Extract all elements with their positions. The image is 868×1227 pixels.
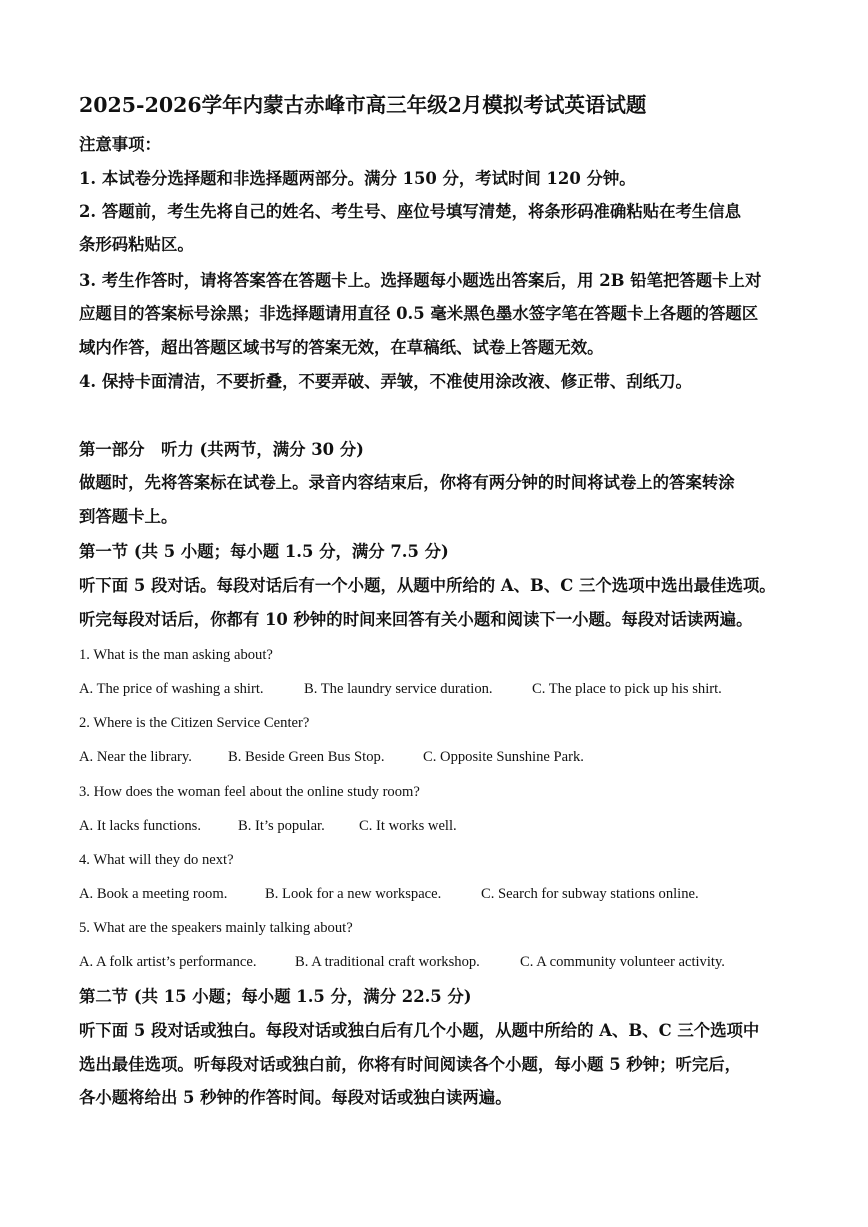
question-4: 4. What will they do next? [79,852,234,868]
question-2-option-b: B. Beside Green Bus Stop. [228,749,385,765]
part1-intro-line-2: 到答题卡上。 [79,507,178,526]
notice-item-2-line-2: 条形码粘贴区。 [79,235,194,254]
question-5-options [79,953,799,971]
notice-item-1: 1. 本试卷分选择题和非选择题两部分。满分 150 分，考试时间 120 分钟。 [79,169,636,188]
question-1: 1. What is the man asking about? [79,647,273,663]
question-3-option-a: A. It lacks functions. [79,818,201,834]
notice-item-4: 4. 保持卡面清洁，不要折叠，不要弄破、弄皱，不准使用涂改液、修正带、刮纸刀。 [79,372,692,391]
question-4-option-c: C. Search for subway stations online. [481,886,699,902]
question-2-option-c: C. Opposite Sunshine Park. [423,749,584,765]
section1-heading: 第一节 (共 5 小题；每小题 1.5 分，满分 7.5 分) [79,542,449,561]
section2-intro-line-3: 各小题将给出 5 秒钟的作答时间。每段对话或独白读两遍。 [79,1088,512,1107]
question-3: 3. How does the woman feel about the online study room? [79,784,420,800]
part1-heading: 第一部分 听力 (共两节，满分 30 分) [79,440,364,459]
question-1-option-c: C. The place to pick up his shirt. [532,681,722,697]
question-1-option-b: B. The laundry service duration. [304,681,493,697]
question-1-options [79,680,799,698]
page-title: 2025-2026学年内蒙古赤峰市高三年级2月模拟考试英语试题 [79,93,647,117]
question-4-option-b: B. Look for a new workspace. [265,886,442,902]
part1-intro-line-1: 做题时，先将答案标在试卷上。录音内容结束后，你将有两分钟的时间将试卷上的答案转涂 [79,473,735,492]
notice-item-2-line-1: 2. 答题前，考生先将自己的姓名、考生号、座位号填写清楚，将条形码准确粘贴在考生信息 [79,202,742,221]
question-5: 5. What are the speakers mainly talking about? [79,920,353,936]
question-2-options [79,748,799,766]
section2-intro-line-2: 选出最佳选项。听每段对话或独白前，你将有时间阅读各个小题，每小题 5 秒钟；听完后， [79,1055,742,1074]
question-3-options [79,817,799,835]
notice-item-3-line-2: 应题目的答案标号涂黑；非选择题请用直径 0.5 毫米黑色墨水签字笔在答题卡上各题的答题区 [79,304,759,323]
section2-heading: 第二节 (共 15 小题；每小题 1.5 分，满分 22.5 分) [79,987,472,1006]
question-5-option-a: A. A folk artist’s performance. [79,954,257,970]
section1-intro-line-1: 听下面 5 段对话。每段对话后有一个小题，从题中所给的 A、B、C 三个选项中选出最佳选项。 [79,576,776,595]
question-5-option-c: C. A community volunteer activity. [520,954,725,970]
question-3-option-b: B. It’s popular. [238,818,325,834]
question-4-options [79,885,799,903]
notice-item-3-line-1: 3. 考生作答时，请将答案答在答题卡上。选择题每小题选出答案后，用 2B 铅笔把答题卡上对 [79,271,762,290]
question-2: 2. Where is the Citizen Service Center? [79,715,310,731]
section2-intro-line-1: 听下面 5 段对话或独白。每段对话或独白后有几个小题，从题中所给的 A、B、C 三个选项中 [79,1021,760,1040]
notice-heading: 注意事项： [79,135,161,154]
question-3-option-c: C. It works well. [359,818,457,834]
section1-intro-line-2: 听完每段对话后，你都有 10 秒钟的时间来回答有关小题和阅读下一小题。每段对话读两遍。 [79,610,753,629]
question-5-option-b: B. A traditional craft workshop. [295,954,480,970]
question-4-option-a: A. Book a meeting room. [79,886,228,902]
notice-item-3-line-3: 域内作答，超出答题区域书写的答案无效，在草稿纸、试卷上答题无效。 [79,338,604,357]
question-2-option-a: A. Near the library. [79,749,192,765]
question-1-option-a: A. The price of washing a shirt. [79,681,264,697]
